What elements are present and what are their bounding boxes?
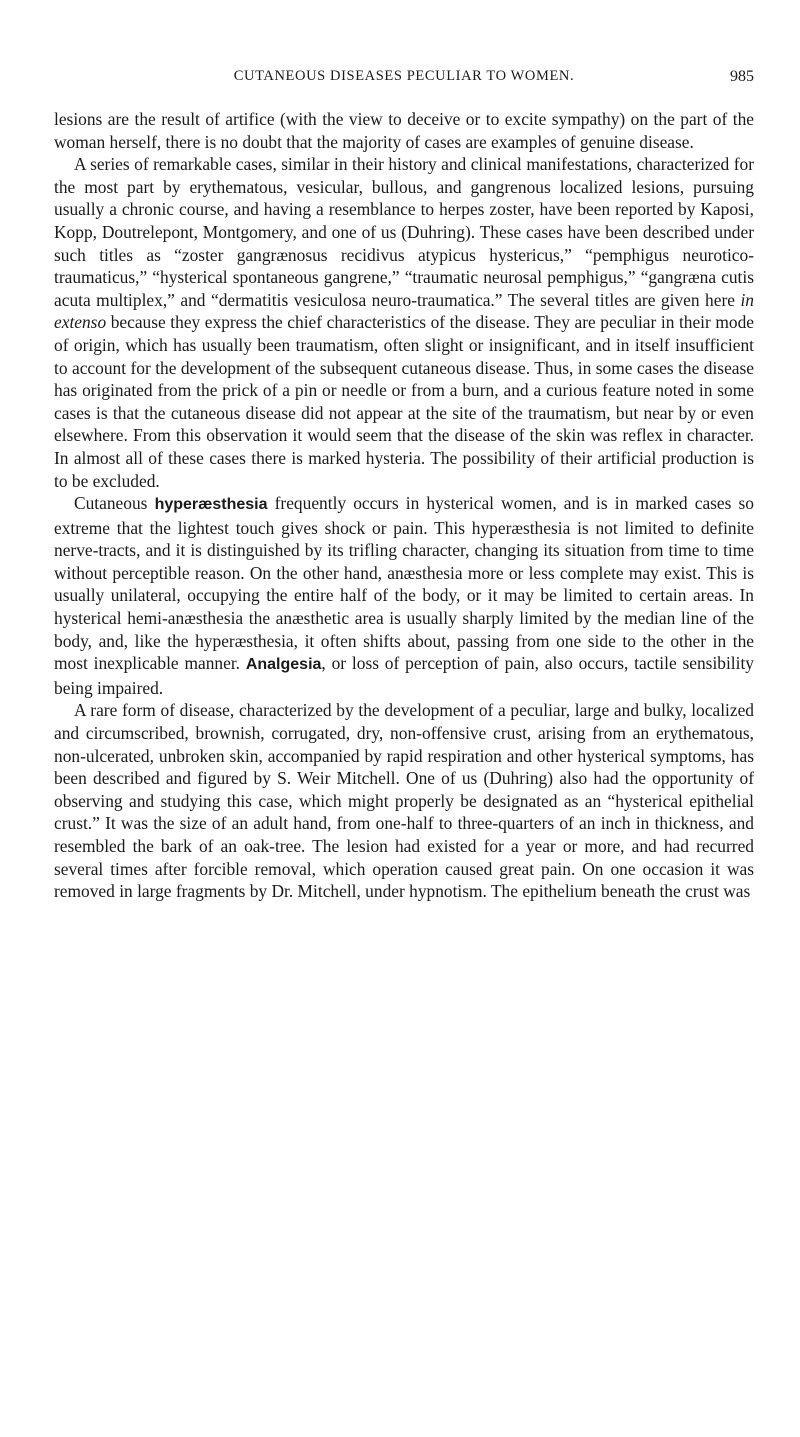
text-run: because they express the chief characteristics of the disease. They are peculiar in their mode of origin, which has usually been traumatism, often slight or insignificant, and in itself insufficient to account for the development of the subsequent cutaneous disease. Thus, in some cases the disease has originated from the prick of a pin or needle or from a burn, and a curious feature noted in some cases is that the cutaneous disease did not appear at the site of the traumatism, but near by or even elsewhere. From this observation it would seem that the disease of the skin was reflex in character. In almost all of these cases there is marked hysteria. The possibility of their artificial production is to be excluded. [54,312,754,491]
text-run: A series of remarkable cases, similar in their history and clinical manifestations, characterized for the most part by erythematous, vesicular, bullous, and gangrenous localized lesions, pursuing usually a chronic course, and having a resemblance to herpes zoster, have been reported by Kaposi, Kopp, Doutrelepont, Montgomery, and one of us (Duhring). These cases have been described under such titles as “zoster gangrænosus recidivus atypicus hystericus,” “pemphigus neurotico-traumaticus,” “hysterical spontaneous gangrene,” “traumatic neurosal pemphigus,” “gangræna cutis acuta multiplex,” and “dermatitis vesiculosa neuro-traumatica.” The several titles are given here [54,154,754,310]
running-title: CUTANEOUS DISEASES PECULIAR TO WOMEN. [233,68,575,84]
page-number: 985 [730,68,754,85]
paragraph-p4 [54,699,754,902]
bold-term: Analgesia [245,656,322,674]
text-run: lesions are the result of artifice (with the view to deceive or to excite sympathy) on the part of the woman herself, there is no doubt that the majority of cases are examples of genuine disease. [54,109,754,152]
text-run: , or loss of perception of pain, also occurs, tactile sensibility being impaired. [54,653,754,698]
text-run: Cutaneous [74,493,155,514]
book-page [0,68,800,1437]
paragraph-p2 [54,153,754,492]
body-text [54,108,754,903]
text-run: A rare form of disease, characterized by the development of a peculiar, large and bulky, localized and circumscribed, brownish, corrugated, dry, non-offensive crust, arising from an erythematous, non-ulcerated, unbroken skin, accompanied by rapid respiration and other hysterical symptoms, has been described and figured by S. Weir Mitchell. One of us (Duhring) also had the opportunity of observing and studying this case, which might properly be designated as an “hysterical epithelial crust.” It was the size of an adult hand, from one-half to three-quarters of an inch in thickness, and resembled the bark of an oak-tree. The lesion had existed for a year or more, and had recurred several times after forcible removal, which operation caused great pain. On one occasion it was removed in large fragments by Dr. Mitchell, under hypnotism. The epithelium beneath the crust was [54,700,754,902]
running-header [54,68,754,98]
paragraph-p1 [54,108,754,153]
paragraph-p3 [54,492,754,699]
text-run: frequently occurs in hysterical women, and is in marked cases so extreme that the lightest touch gives shock or pain. This hyperæsthesia is not limited to definite nerve-tracts, and it is distinguished by its trifling character, changing its situation from time to time without perceptible reason. On the other hand, anæsthesia more or less complete may exist. This is usually unilateral, occupying the entire half of the body, or it may be limited to certain areas. In hysterical hemi-anæsthesia the anæsthetic area is usually sharply limited by the median line of the body, and, like the hyperæsthesia, it often shifts about, passing from one side to the other in the most inexplicable manner. [54,493,755,674]
italic-phrase: in extenso [54,289,754,333]
bold-term: hyperæsthesia [154,496,268,514]
